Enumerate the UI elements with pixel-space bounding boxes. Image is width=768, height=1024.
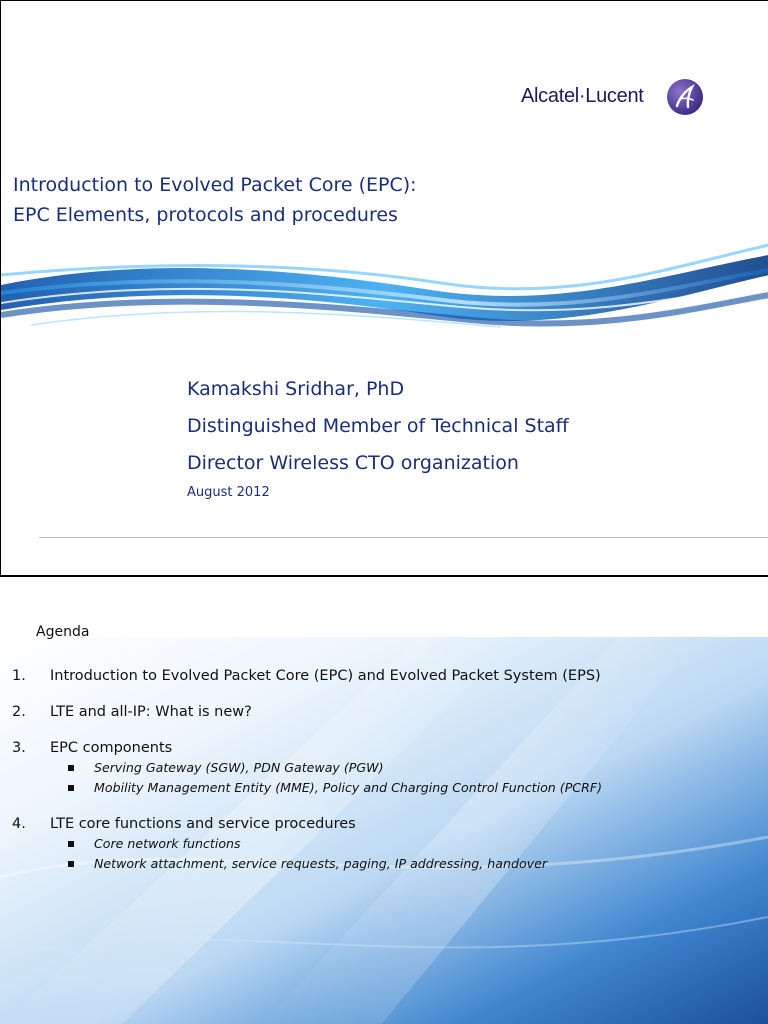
agenda-item-text: Introduction to Evolved Packet Core (EPC) and Evolved Packet System (EPS) [50,668,601,684]
slide-title-line: Introduction to Evolved Packet Core (EPC): [13,174,417,196]
agenda-sub-item-text: Serving Gateway (SGW), PDN Gateway (PGW) [94,760,384,775]
agenda-item-number: 1. [12,668,26,684]
agenda-sub-list [12,834,762,874]
decorative-swoosh-graphic [1,215,768,355]
agenda-item [12,702,762,722]
agenda-list [12,666,762,890]
agenda-heading: Agenda [36,624,90,640]
agenda-sub-item-text: Network attachment, service requests, paging, IP addressing, handover [94,856,548,871]
agenda-sub-list [12,758,762,798]
company-logo [521,77,711,117]
agenda-sub-item-text: Core network functions [94,836,241,851]
square-bullet-icon [68,861,74,867]
presenter-role: Distinguished Member of Technical Staff [187,415,569,437]
agenda-item [12,814,762,874]
agenda-item-number: 3. [12,740,26,756]
agenda-item [12,738,762,798]
agenda-item-text: LTE core functions and service procedures [50,816,356,832]
logo-wordmark: Alcatel·Lucent [521,85,644,107]
presenter-info [187,371,569,482]
agenda-item [12,666,762,686]
agenda-item-text: EPC components [50,740,173,756]
agenda-sub-item [12,854,762,874]
presentation-date: August 2012 [187,485,270,500]
agenda-slide [0,575,768,1024]
agenda-sub-item [12,778,762,798]
agenda-item-number: 2. [12,704,26,720]
agenda-sub-item [12,834,762,854]
divider [39,537,768,538]
presenter-name: Kamakshi Sridhar, PhD [187,378,405,400]
agenda-item-text: LTE and all-IP: What is new? [50,704,252,720]
square-bullet-icon [68,841,74,847]
slide-title-line: EPC Elements, protocols and procedures [13,204,398,226]
presenter-org: Director Wireless CTO organization [187,452,519,474]
agenda-sub-item [12,758,762,778]
square-bullet-icon [68,765,74,771]
agenda-item-number: 4. [12,816,26,832]
alcatel-lucent-logo-icon [665,77,705,117]
agenda-sub-item-text: Mobility Management Entity (MME), Policy and Charging Control Function (PCRF) [94,780,602,795]
square-bullet-icon [68,785,74,791]
